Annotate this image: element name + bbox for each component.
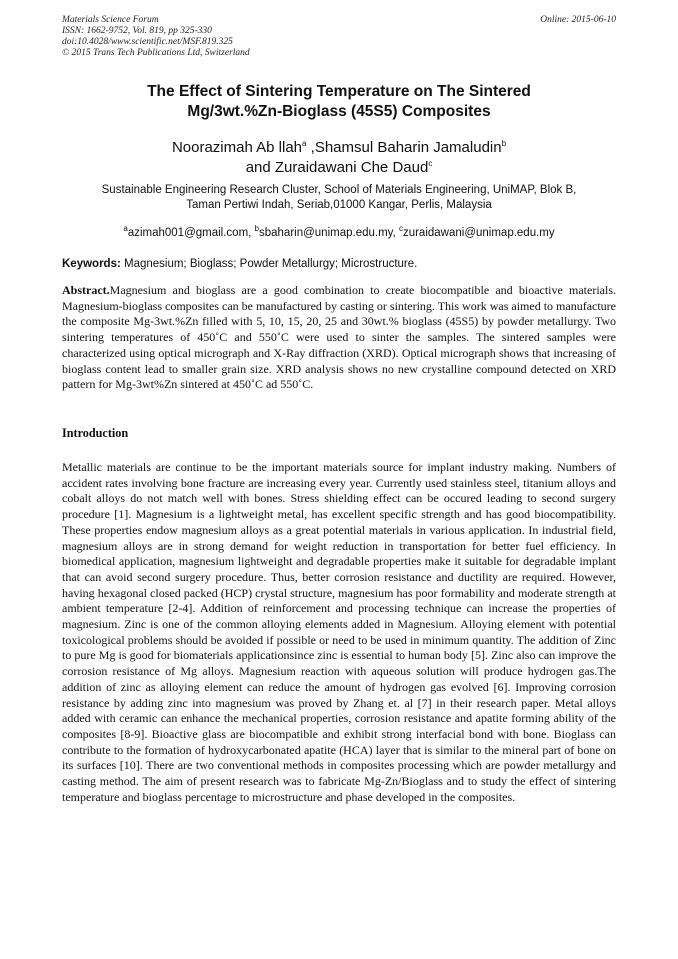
online-date: Online: 2015-06-10 (540, 15, 616, 25)
author-3: and Zuraidawani Che Daud (245, 159, 429, 176)
email-c-mark: c (398, 224, 403, 234)
introduction-paragraph: Metallic materials are continue to be the important materials source for implant industry making. Numbers of accident rates involving bone fracture are increasing every year. Currently used stainless steel, titanium alloys and cobalt alloys do not match well with bones. Stress shielding effect can be occured leading to second surgery procedure [1]. Magnesium is a lightweight metal, has excellent specific strength and has good biocompatibility. These properties endow magnesium alloys as a great potential materials in various application. In industrial field, magnesium alloys are in strong demand for weight reduction in transportation for better fuel efficiency. In biomedical application, magnesium lightweight and degradable properties make it suitable for degradable implant that can avoid second surgery procedure. Thus, better corrosion resistance and ductility are required. However, having hexagonal closed packed (HCP) crystal structure, magnesium has poor formability and moderate strength at ambient temperature [2-4]. Addition of reinforcement and processing technique can increase the properties of magnesium. Zinc is one of the common alloying elements added in Magnesium. Alloying element with potential toxicological problems should be avoided if possible or need to be used in minimum quantity. The addition of Zinc to pure Mg is good for biomaterials applicationsince zinc is essential to human body [5]. Zinc also can improve the corrosion resistance of Mg alloys. Magnesium reaction with aqueous solution will produce hydrogen gas.The addition of zinc as alloying element can reduce the amount of hydrogen gas evolved [6]. Improving corrosion resistance by adding zinc into magnesium was proved by Zhang et. al [7] in their research paper. Metal alloys added with ceramic can enhance the mechanical properties, corrosion resistance and apatite forming ability of the composites [8-9]. Bioactive glass are biocompatible and exhibit strong interfacial bond with bone. Bioglass can contribute to the formation of hydroxycarbonated apatite (HCA) layer that is similar to the mineral part of bone on its surfaces [10]. There are two conventional methods in composites processing which are powder metallurgy and casting method. The aim of present research was to fabricate Mg-Zn/Bioglass and to study the effect of sintering temperature and bioglass percentage to microstructure and phase developed in the composites. (62, 460, 616, 804)
abstract (62, 283, 616, 393)
email-b-mark: b (254, 224, 259, 234)
keywords-text: Magnesium; Bioglass; Powder Metallurgy; Microstructure. (120, 258, 418, 270)
email-list (62, 226, 616, 241)
author-line-1 (62, 138, 616, 158)
title-line-1: The Effect of Sintering Temperature on The Sintered (147, 83, 531, 100)
abstract-label: Abstract. (62, 283, 110, 297)
introduction-body (62, 460, 616, 805)
email-a-mark: a (123, 224, 128, 234)
author-list (62, 138, 616, 178)
doi-line: doi:10.4028/www.scientific.net/MSF.819.325 (62, 37, 233, 47)
author-1: Noorazimah Ab llah (171, 139, 303, 156)
author-1-affil-mark: a (302, 139, 307, 148)
abstract-paragraph (62, 283, 616, 393)
email-a: azimah001@gmail.com, (127, 227, 255, 239)
issn-line: ISSN: 1662-9752, Vol. 819, pp 325-330 (62, 26, 212, 36)
journal-name: Materials Science Forum (62, 15, 159, 25)
affiliation-line-2: Taman Pertiwi Indah, Seriab,01000 Kangar, Perlis, Malaysia (186, 199, 492, 211)
section-heading-introduction: Introduction (62, 426, 129, 440)
keywords-label: Keywords: (62, 258, 121, 270)
author-2-affil-mark: b (501, 139, 507, 148)
copyright-line: © 2015 Trans Tech Publications Ltd, Switzerland (62, 48, 250, 58)
email-c: zuraidawani@unimap.edu.my (402, 227, 555, 239)
author-3-affil-mark: c (428, 159, 433, 168)
abstract-text: Magnesium and bioglass are a good combination to create biocompatible and bioactive materials. Magnesium-bioglass composites can be manufactured by casting or sintering. This work was aimed to manufacture the composite Mg-3wt.%Zn filled with 5, 10, 15, 20, 25 and 30wt.% bioglass (45S5) by powder metallurgy. Two sintering temperatures of 450˚C and 550˚C were used to sinter the samples. The sintered samples were characterized using optical micrograph and X-Ray diffraction (XRD). Optical micrograph shows that increasing of bioglass content lead to smaller grain size. XRD analysis shows no new crystalline compound detected on XRD pattern for Mg-3wt%Zn sintered at 450˚C ad 550˚C. (62, 283, 616, 392)
affiliation (62, 183, 616, 213)
author-line-2 (62, 158, 616, 178)
email-b: sbaharin@unimap.edu.my, (259, 227, 399, 239)
journal-header (62, 15, 616, 59)
paper-title (62, 82, 616, 122)
affiliation-line-1: Sustainable Engineering Research Cluster, School of Materials Engineering, UniMAP, Blok B, (101, 184, 577, 196)
keywords (62, 257, 616, 272)
author-2: ,Shamsul Baharin Jamaludin (306, 139, 502, 156)
title-line-2: Mg/3wt.%Zn-Bioglass (45S5) Composites (187, 103, 491, 120)
